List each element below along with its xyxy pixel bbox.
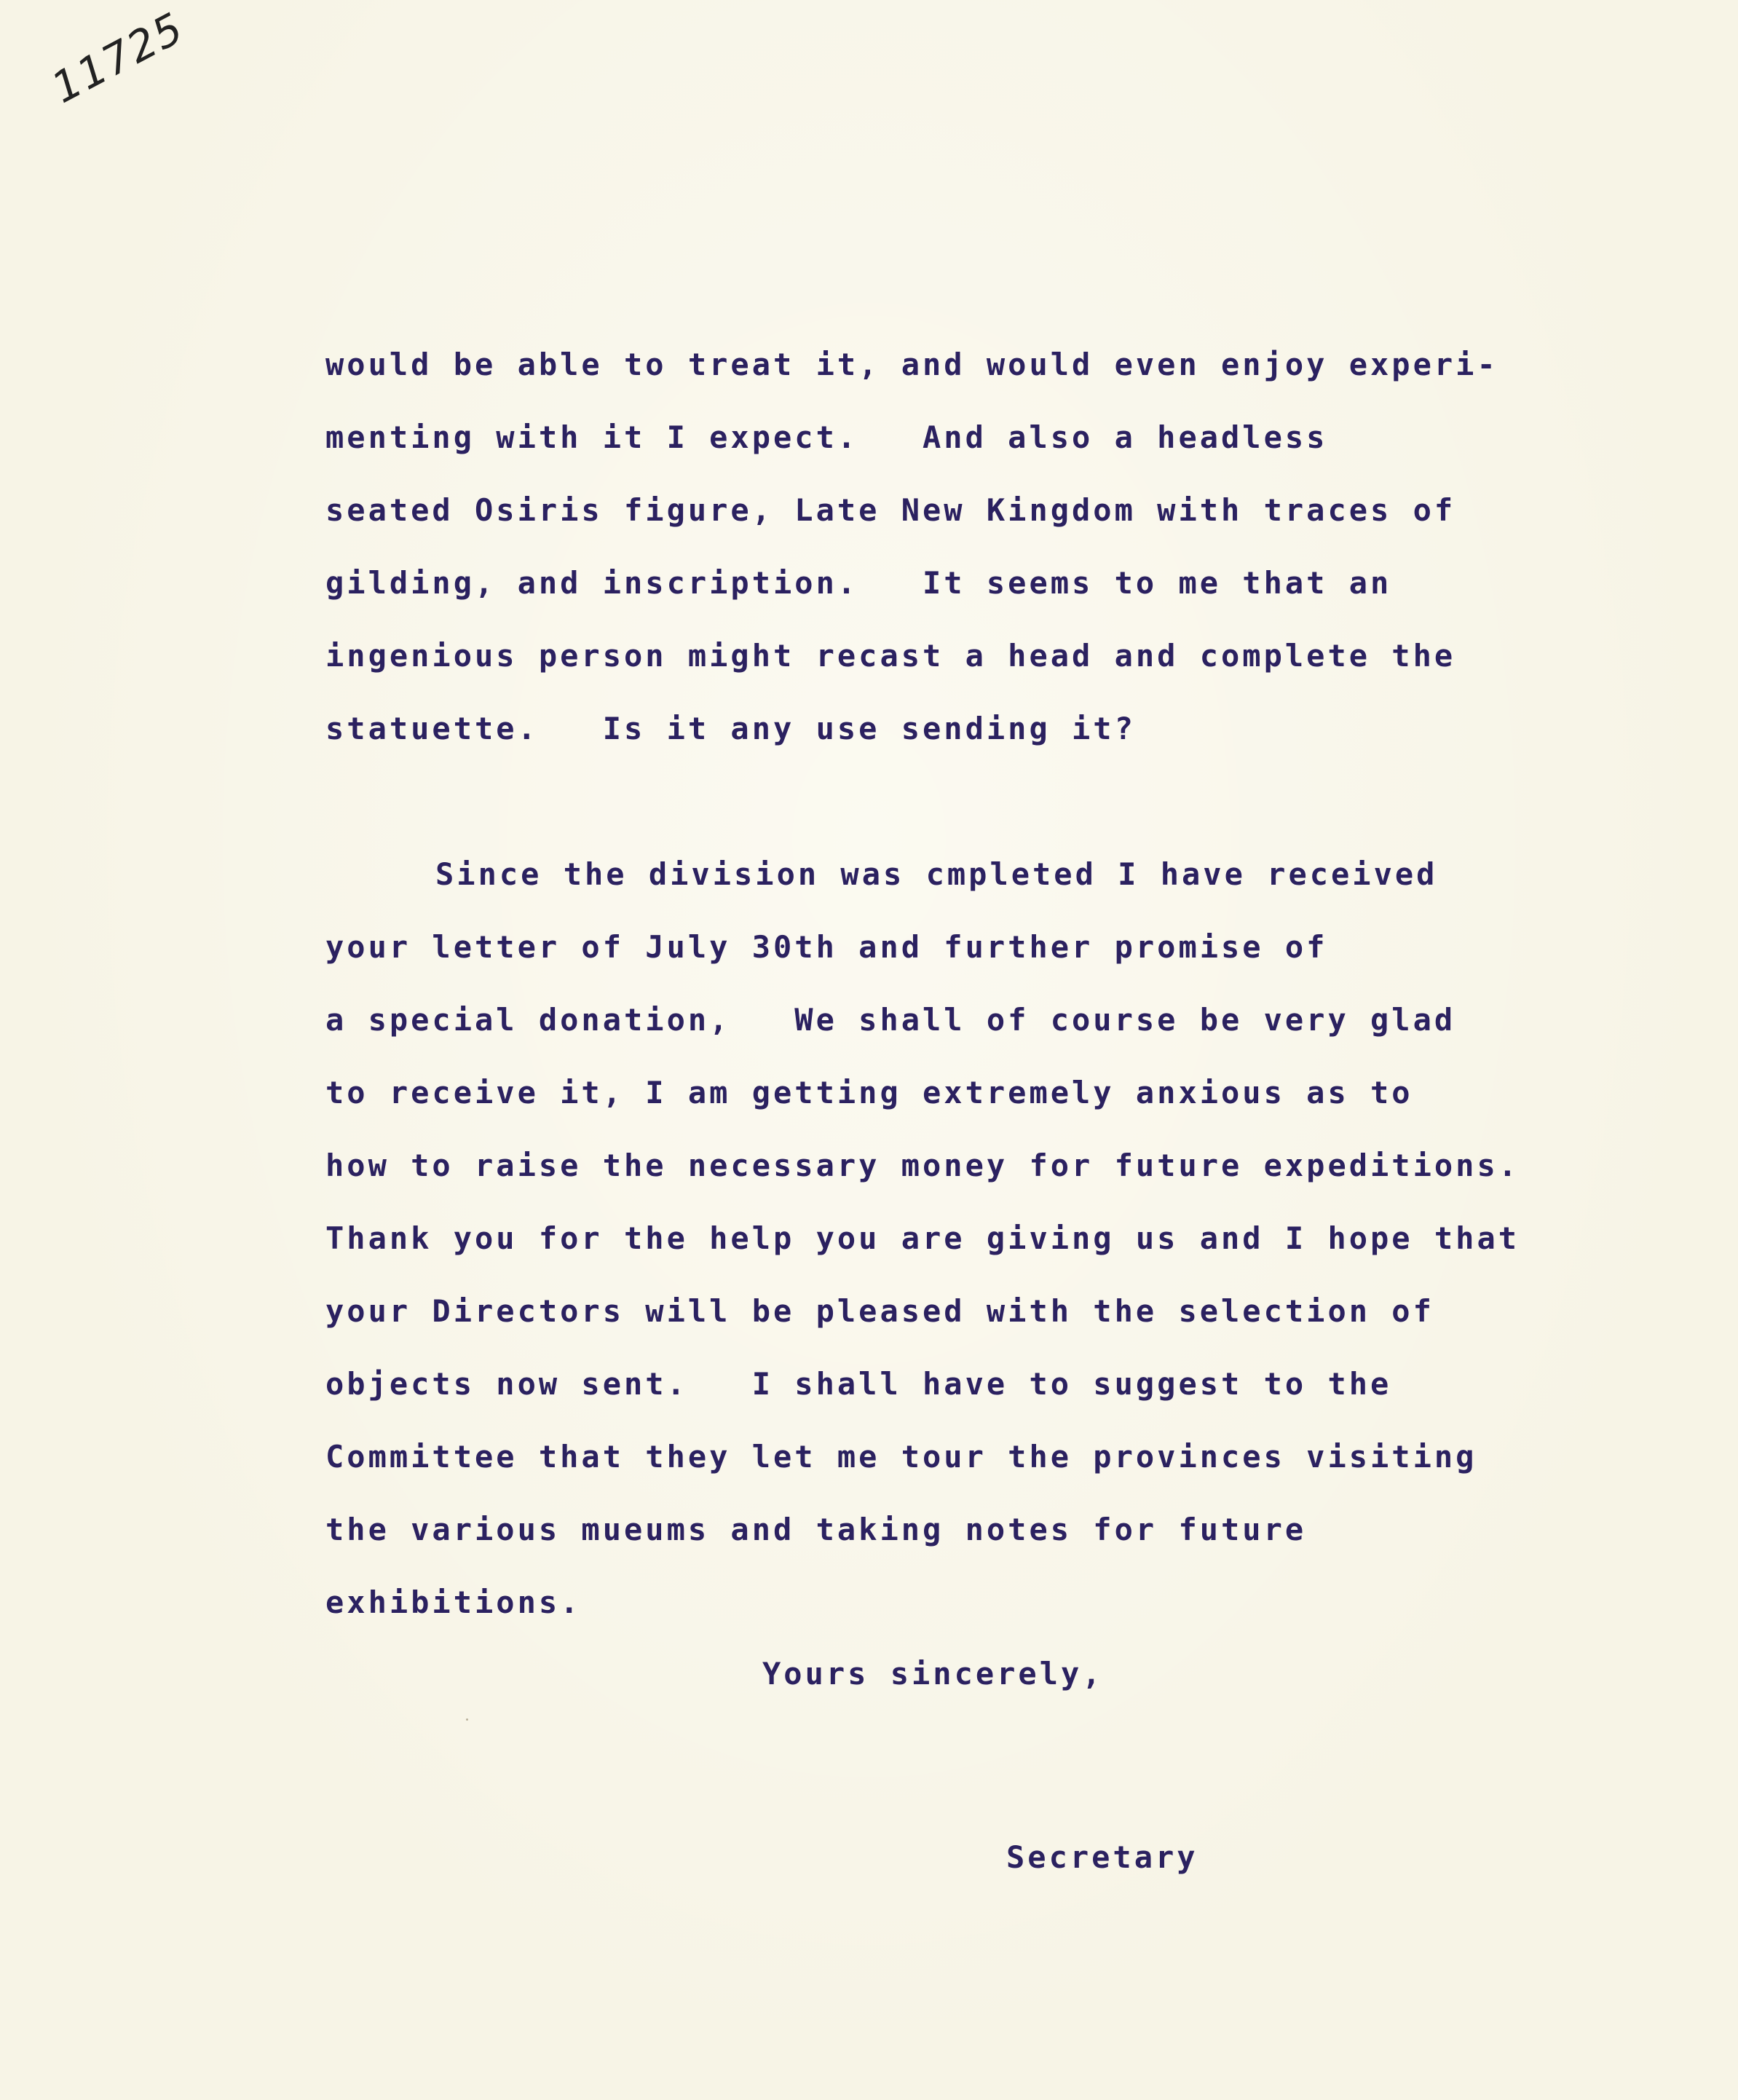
paragraph-line: Thank you for the help you are giving us and I hope that xyxy=(325,1220,1520,1256)
paragraph-line: gilding, and inscription. It seems to me that an xyxy=(325,565,1392,601)
paragraph-line: your letter of July 30th and further promise of xyxy=(325,929,1328,965)
paragraph-line: Since the division was cmpleted I have received xyxy=(435,856,1438,892)
paragraph-line: ingenious person might recast a head and complete the xyxy=(325,638,1456,674)
handwritten-accession-number: 11725 xyxy=(44,2,192,114)
paragraph-line: to receive it, I am getting extremely anxious as to xyxy=(325,1075,1413,1110)
closing-salutation: Yours sincerely, xyxy=(762,1656,1104,1692)
paragraph-line: Committee that they let me tour the provinces visiting xyxy=(325,1439,1477,1475)
paragraph-line: seated Osiris figure, Late New Kingdom with traces of xyxy=(325,492,1456,528)
paragraph-line: objects now sent. I shall have to suggest to the xyxy=(325,1366,1392,1402)
paragraph-line: statuette. Is it any use sending it? xyxy=(325,711,1136,746)
paragraph-line: would be able to treat it, and would even enjoy experi- xyxy=(325,347,1498,382)
paragraph-line: your Directors will be pleased with the selection of xyxy=(325,1293,1434,1329)
paragraph-line: menting with it I expect. And also a headless xyxy=(325,419,1328,455)
paper-speck xyxy=(466,1718,468,1721)
paragraph-line: the various mueums and taking notes for future xyxy=(325,1512,1307,1547)
paragraph-line: exhibitions. xyxy=(325,1584,582,1620)
paragraph-line: a special donation, We shall of course be very glad xyxy=(325,1002,1456,1038)
paragraph-line: how to raise the necessary money for future expeditions. xyxy=(325,1148,1520,1183)
signature-title: Secretary xyxy=(1006,1839,1198,1875)
